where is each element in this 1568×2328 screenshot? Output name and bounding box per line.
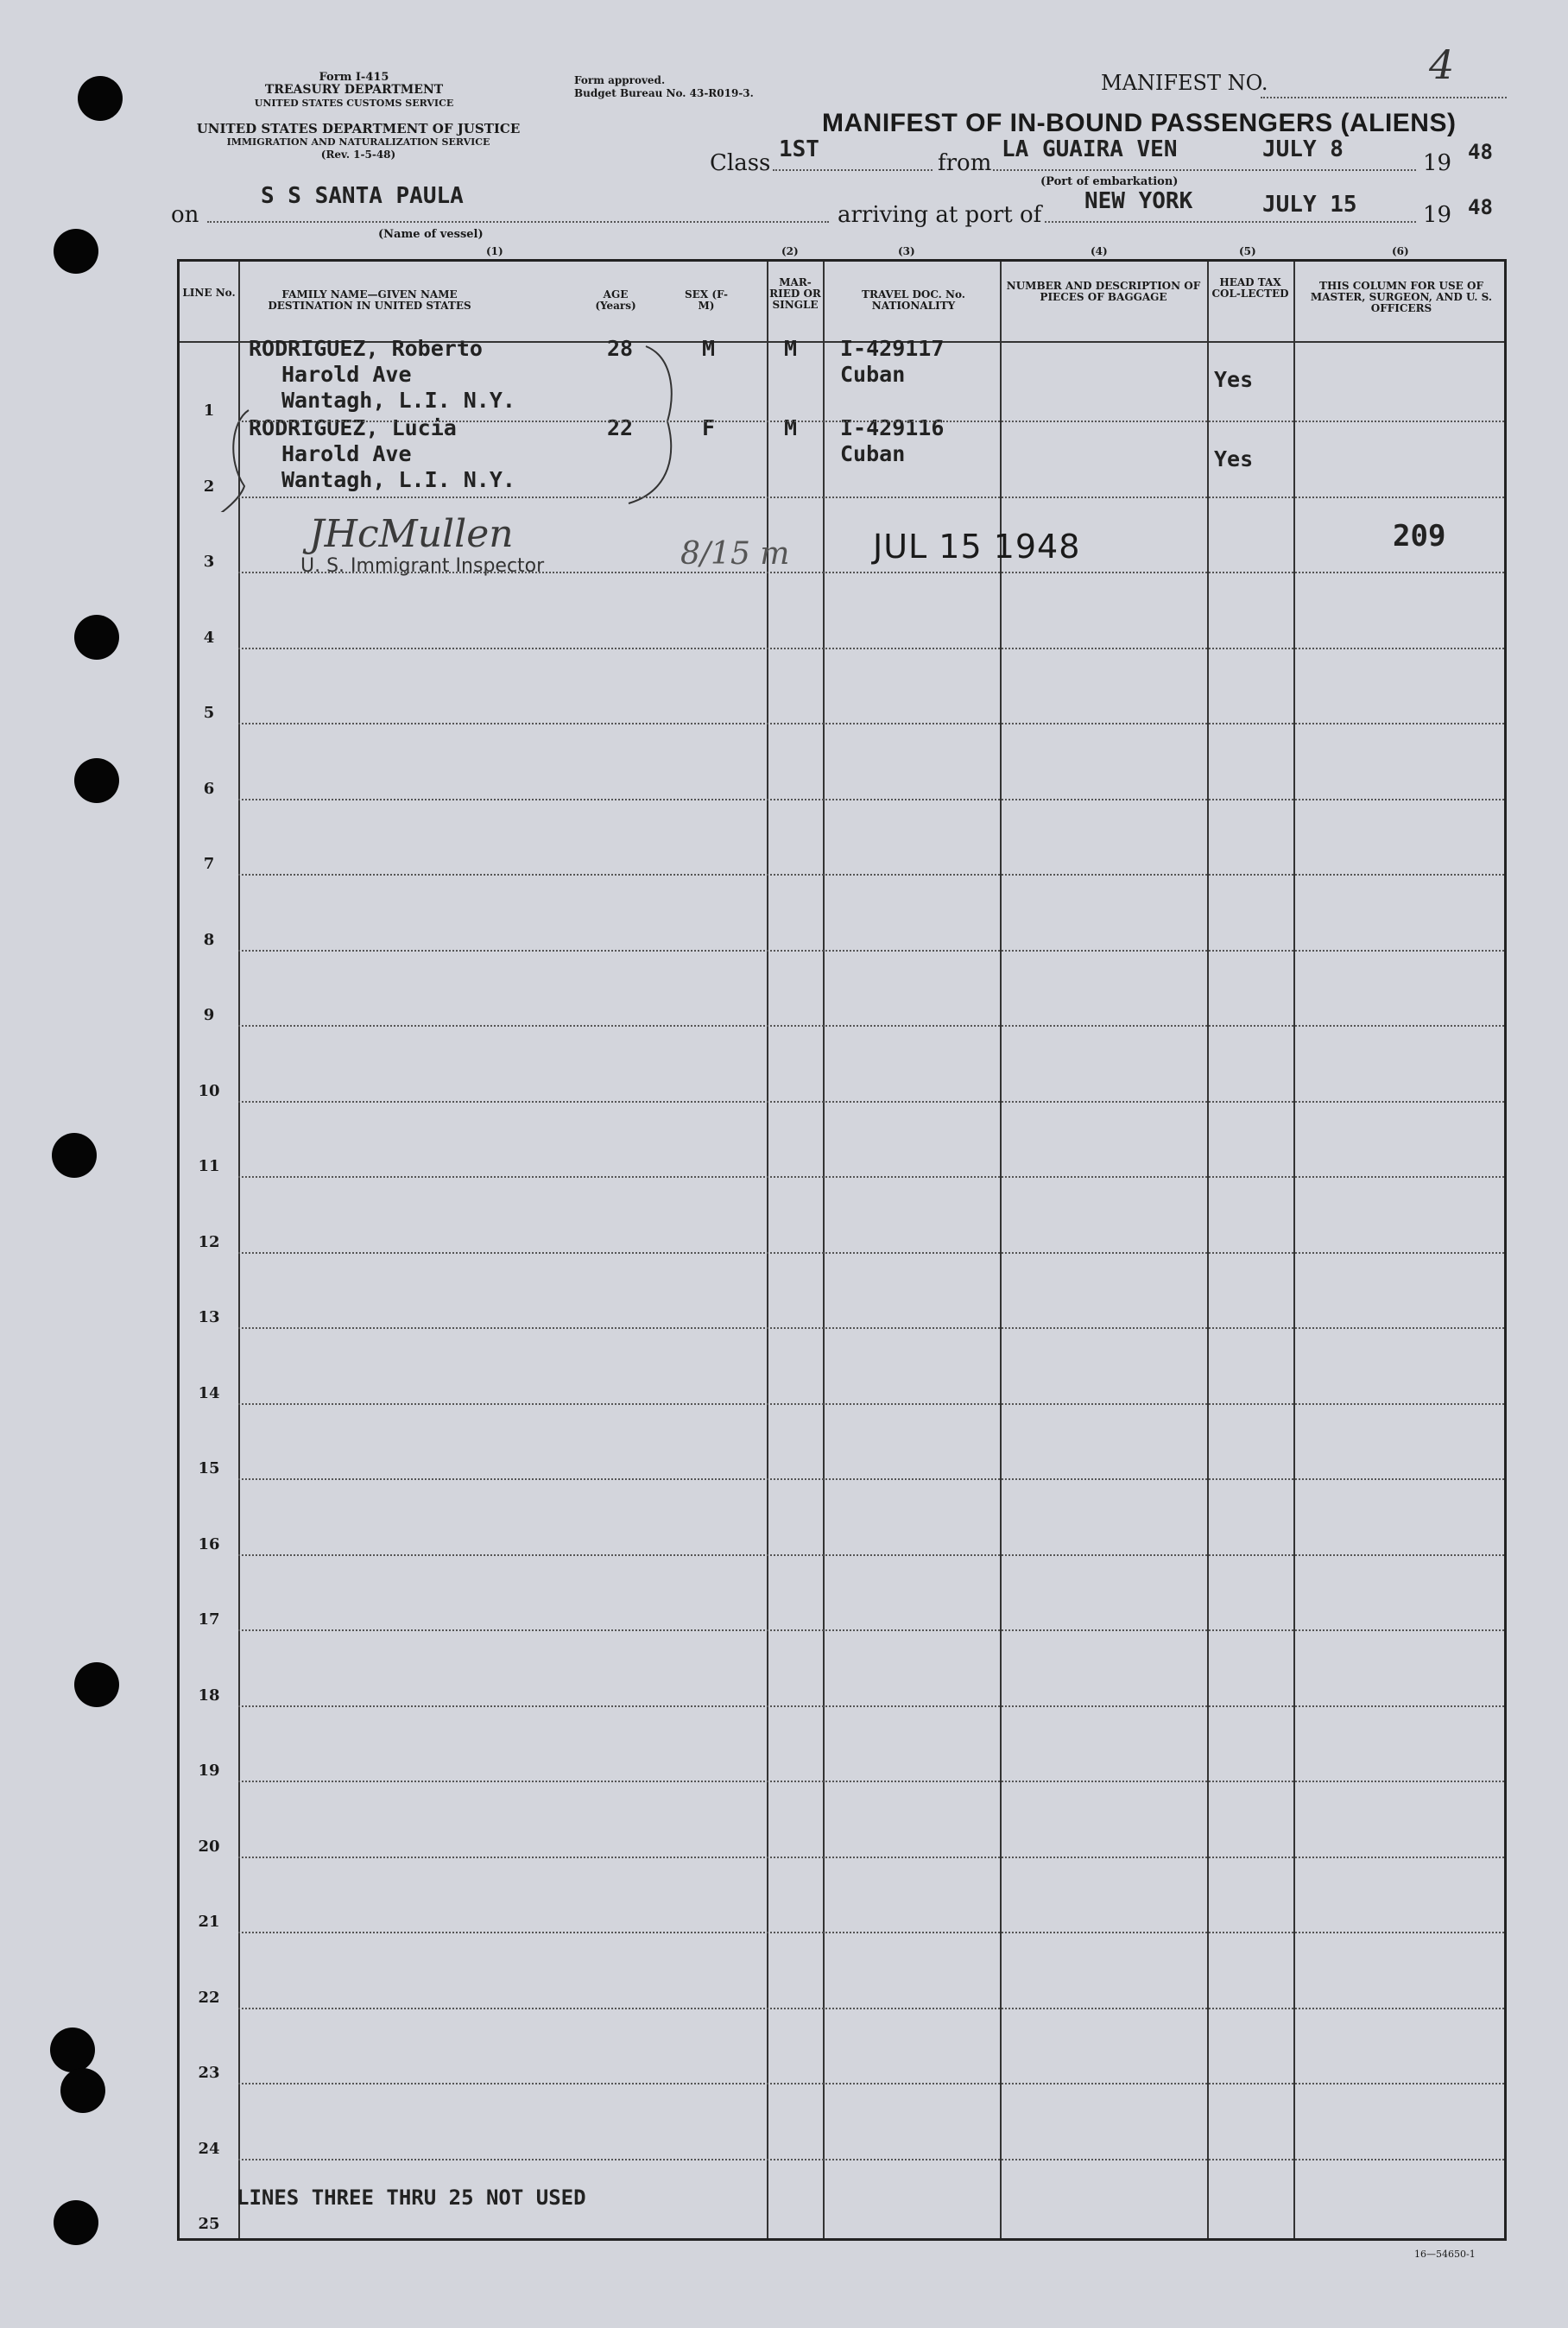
header-baggage: NUMBER AND DESCRIPTION OF PIECES OF BAGGAGE <box>1006 280 1201 303</box>
header-travel: TRAVEL DOC. No. NATIONALITY <box>862 288 965 312</box>
punch-hole <box>78 76 123 121</box>
header-age: AGE (Years) <box>595 288 636 312</box>
doj-block: UNITED STATES DEPARTMENT OF JUSTICE IMMIGRATION AND NATURALIZATION SERVICE (Rev. 1-5-48) <box>196 121 521 161</box>
row-divider <box>238 799 1504 800</box>
line-number: 15 <box>198 1459 220 1477</box>
punch-hole <box>74 615 119 660</box>
on-label: on <box>171 202 199 228</box>
row-divider <box>238 1025 1504 1027</box>
passenger-1-headtax: Yes <box>1214 367 1254 392</box>
header-name: FAMILY NAME—GIVEN NAME DESTINATION IN UNITED STATES <box>268 288 471 312</box>
passenger-2-doc: I-429116 <box>840 415 945 440</box>
manifest-no-value: 4 <box>1429 41 1455 88</box>
header-headtax: HEAD TAX COL-LECTED <box>1211 276 1289 300</box>
arriving-label: arriving at port of <box>838 202 1042 228</box>
punch-hole <box>52 1133 97 1178</box>
arrival-year-prefix: 19 <box>1423 202 1452 228</box>
row-divider <box>238 648 1504 649</box>
row-divider <box>238 2008 1504 2009</box>
line-number: 17 <box>198 1610 220 1629</box>
row-divider <box>238 950 1504 952</box>
passenger-2-name: RODRIGUEZ, Lucia <box>249 415 457 440</box>
passenger-1-addr2: Wantagh, L.I. N.Y. <box>281 388 515 413</box>
header-sex: SEX (F-M) <box>685 288 728 312</box>
passenger-2-age: 22 <box>607 415 634 440</box>
form-agency-block: Form I-415 TREASURY DEPARTMENT UNITED STATES CUSTOMS SERVICE <box>254 71 454 109</box>
vessel-name: S S SANTA PAULA <box>261 183 464 209</box>
punch-hole <box>74 1662 119 1707</box>
passenger-2-addr1: Harold Ave <box>281 441 412 466</box>
passenger-1-name: RODRIGUEZ, Roberto <box>249 336 483 361</box>
row-divider <box>238 1705 1504 1707</box>
from-label: from <box>938 150 992 176</box>
arrival-stamp: JUL 15 1948 <box>873 528 1081 566</box>
row-divider <box>238 1554 1504 1556</box>
line-number: 22 <box>198 1988 220 2007</box>
passenger-1-sex: M <box>702 336 716 361</box>
line-number: 13 <box>198 1308 220 1326</box>
line-number: 1 <box>203 402 215 420</box>
line-number: 4 <box>203 628 215 647</box>
line-number: 5 <box>203 704 215 722</box>
passenger-1-married: M <box>784 336 798 361</box>
inspector-signature: JHcMullen <box>309 512 514 556</box>
line-number: 21 <box>198 1913 220 1931</box>
header-married: MAR-RIED OR SINGLE <box>769 276 821 311</box>
line-number: 12 <box>198 1232 220 1251</box>
line-number: 24 <box>198 2139 220 2158</box>
print-code: 16—54650-1 <box>1414 2249 1476 2260</box>
row-divider <box>238 497 1504 498</box>
header-officers: THIS COLUMN FOR USE OF MASTER, SURGEON, AND U. S. OFFICERS <box>1310 280 1493 314</box>
line-number: 9 <box>203 1006 215 1024</box>
punch-hole <box>60 2068 105 2113</box>
line-number: 18 <box>198 1686 220 1705</box>
row-divider <box>238 421 1504 422</box>
col-number-2: (2) <box>781 245 799 257</box>
passenger-2-married: M <box>784 415 798 440</box>
vessel-label: (Name of vessel) <box>378 228 484 241</box>
from-value: LA GUAIRA VEN <box>1002 136 1178 162</box>
line-number: 14 <box>198 1383 220 1402</box>
punch-hole <box>50 2028 95 2072</box>
line-number: 23 <box>198 2064 220 2082</box>
header-line-no: LINE No. <box>182 287 236 299</box>
arrival-year: 48 <box>1468 195 1493 219</box>
passenger-2-nationality: Cuban <box>840 441 906 466</box>
page-title: MANIFEST OF IN-BOUND PASSENGERS (ALIENS) <box>822 109 1457 137</box>
row-divider <box>238 1629 1504 1631</box>
officer-number: 209 <box>1393 519 1446 554</box>
class-label: Class <box>710 150 771 176</box>
line-number: 10 <box>198 1081 220 1100</box>
inspector-note: 8/15 m <box>680 536 790 572</box>
passenger-2-headtax: Yes <box>1214 446 1254 471</box>
row-divider <box>238 1176 1504 1178</box>
passenger-2-addr2: Wantagh, L.I. N.Y. <box>281 467 515 492</box>
line-number: 11 <box>198 1157 220 1175</box>
depart-year: 48 <box>1468 140 1493 164</box>
line-number: 25 <box>198 2215 220 2233</box>
row-divider <box>238 1478 1504 1480</box>
lines-not-used-note: LINES THREE THRU 25 NOT USED <box>237 2186 586 2210</box>
row-divider <box>238 2159 1504 2160</box>
inspector-title: U. S. Immigrant Inspector <box>300 555 545 577</box>
row-divider <box>238 572 1504 573</box>
row-divider <box>238 2083 1504 2084</box>
row-divider <box>238 1327 1504 1329</box>
depart-year-prefix: 19 <box>1423 150 1452 176</box>
arrival-port: NEW YORK <box>1084 188 1193 214</box>
manifest-table <box>177 259 1507 2241</box>
col-number-3: (3) <box>898 245 915 257</box>
passenger-1-doc: I-429117 <box>840 336 945 361</box>
family-bracket-mark <box>180 339 836 512</box>
punch-hole <box>54 2200 98 2245</box>
row-divider <box>238 1252 1504 1254</box>
depart-date: JULY 8 <box>1262 136 1344 162</box>
port-embark-label: (Port of embarkation) <box>1040 175 1179 188</box>
row-divider <box>238 1857 1504 1858</box>
row-divider <box>238 1101 1504 1103</box>
line-number: 6 <box>203 779 215 798</box>
passenger-1-nationality: Cuban <box>840 362 906 387</box>
passenger-1-age: 28 <box>607 336 634 361</box>
line-number: 8 <box>203 930 215 949</box>
passenger-1-addr1: Harold Ave <box>281 362 412 387</box>
row-divider <box>238 1781 1504 1782</box>
row-divider <box>238 1403 1504 1405</box>
line-number: 2 <box>203 477 215 496</box>
col-number-6: (6) <box>1392 245 1409 257</box>
arrival-date: JULY 15 <box>1262 192 1357 218</box>
budget-block: Form approved. Budget Bureau No. 43-R019-3. <box>574 74 754 99</box>
class-value: 1ST <box>779 136 819 162</box>
row-divider <box>238 874 1504 876</box>
row-divider <box>238 1932 1504 1933</box>
col-number-1: (1) <box>486 245 503 257</box>
line-number: 3 <box>203 553 215 571</box>
punch-hole <box>74 758 119 803</box>
manifest-no-label: MANIFEST NO. <box>1101 71 1268 95</box>
line-number: 16 <box>198 1534 220 1553</box>
passenger-2-sex: F <box>702 415 716 440</box>
line-number: 19 <box>198 1762 220 1780</box>
line-number: 7 <box>203 855 215 873</box>
punch-hole <box>54 229 98 274</box>
row-divider <box>238 723 1504 724</box>
line-number: 20 <box>198 1837 220 1856</box>
col-number-5: (5) <box>1239 245 1256 257</box>
col-number-4: (4) <box>1091 245 1108 257</box>
